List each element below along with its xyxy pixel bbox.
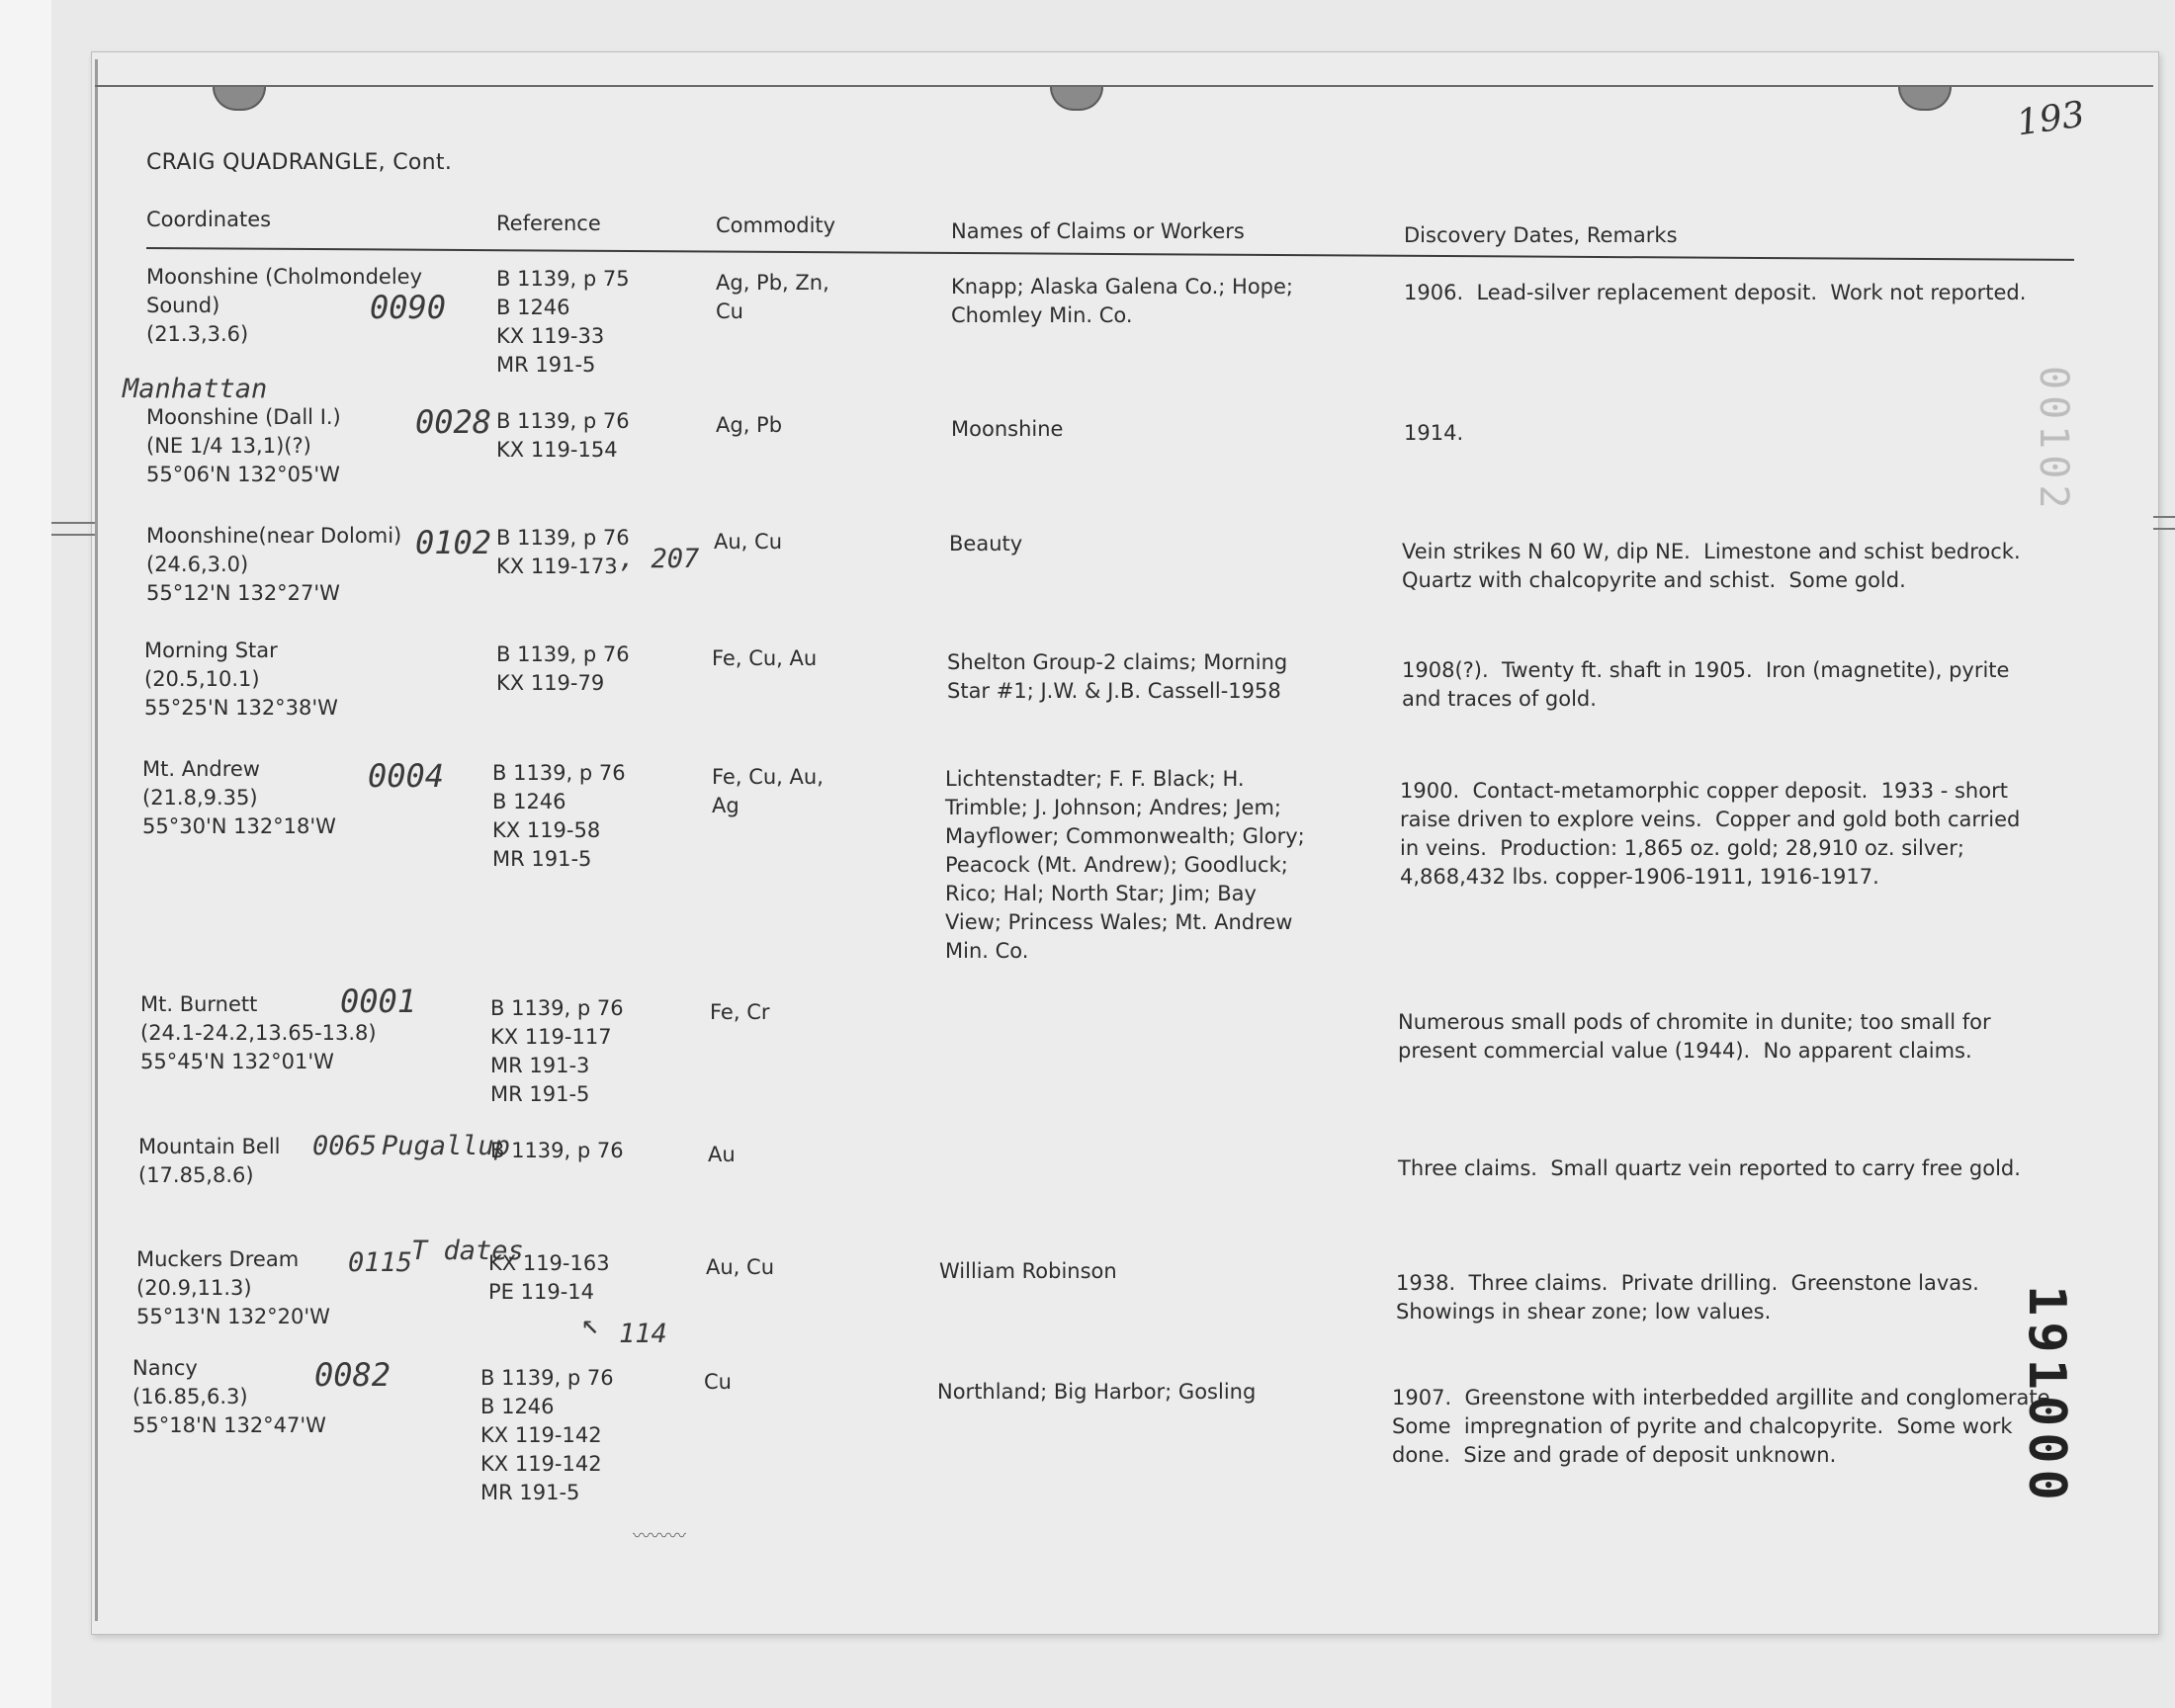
row-coordinates: Nancy (16.85,6.3) 55°18'N 132°47'W (132, 1356, 326, 1437)
header-coordinates: Coordinates (146, 208, 272, 231)
document-title: CRAIG QUADRANGLE, Cont. (146, 150, 453, 175)
row-reference: B 1139, p 76 B 1246 KX 119-58 MR 191-5 (492, 761, 626, 871)
handwritten-code: 0028 (415, 403, 492, 441)
header-names: Names of Claims or Workers (951, 219, 1245, 243)
row-reference: B 1139, p 76 KX 119-79 (496, 642, 630, 695)
row-commodity: Au, Cu (706, 1255, 774, 1279)
row-reference: B 1139, p 76 KX 119-154 (496, 409, 630, 462)
row-remarks: Numerous small pods of chromite in dunite; too small for present commercial value (1944). No apparent claims. (1398, 1010, 1991, 1063)
row-names: Knapp; Alaska Galena Co.; Hope; Chomley Min. Co. (951, 275, 1293, 327)
scan-mark (2153, 516, 2175, 518)
header-commodity: Commodity (716, 214, 836, 237)
row-remarks: Three claims. Small quartz vein reported to carry free gold. (1398, 1156, 2021, 1180)
scan-mark (51, 522, 95, 524)
row-commodity: Au (708, 1143, 736, 1166)
row-commodity: Au, Cu (714, 530, 782, 554)
handwritten-reference-note: , 207 (619, 544, 700, 574)
row-coordinates: Morning Star (20.5,10.1) 55°25'N 132°38'W (144, 639, 338, 720)
row-names: Moonshine (951, 417, 1064, 441)
side-stamp: 191000 (2017, 1285, 2076, 1506)
handwritten-code: 0065 (312, 1131, 378, 1161)
row-remarks: 1900. Contact-metamorphic copper deposit. 1933 - short raise driven to explore veins. Copper and gold both carried in veins. Production: 1,865 oz. gold; 28,910 oz. silver; 4,868,432 lbs. copper-1906-1911, 1916-1917. (1400, 779, 2021, 889)
row-coordinates: Mt. Burnett (24.1-24.2,13.65-13.8) 55°45'N 132°01'W (140, 992, 377, 1073)
row-coordinates: Mt. Andrew (21.8,9.35) 55°30'N 132°18'W (142, 757, 336, 838)
row-remarks: 1908(?). Twenty ft. shaft in 1905. Iron (magnetite), pyrite and traces of gold. (1402, 658, 2010, 711)
row-names: Beauty (949, 532, 1023, 555)
row-remarks: 1914. (1404, 421, 1464, 445)
row-commodity: Ag, Pb, Zn, Cu (716, 271, 829, 323)
arrow-icon: ↖ (581, 1307, 600, 1341)
row-coordinates: Moonshine(near Dolomi) (24.6,3.0) 55°12'N 132°27'W (146, 524, 402, 605)
row-names: William Robinson (939, 1259, 1117, 1283)
row-names: Northland; Big Harbor; Gosling (937, 1380, 1257, 1404)
row-remarks: Vein strikes N 60 W, dip NE. Limestone and schist bedrock. Quartz with chalcopyrite and schist. Some gold. (1402, 540, 2021, 592)
row-commodity: Fe, Cu, Au (712, 646, 818, 670)
row-commodity: Cu (704, 1370, 732, 1394)
row-reference: B 1139, p 76 B 1246 KX 119-142 KX 119-142 MR 191-5 (480, 1366, 614, 1504)
row-reference: KX 119-163 PE 119-14 (488, 1251, 610, 1304)
handwritten-code: 0082 (314, 1356, 392, 1394)
handwritten-note: Pugallup (382, 1131, 511, 1161)
row-remarks: 1907. Greenstone with interbedded argillite and conglomerate. Some impregnation of pyrite and chalcopyrite. Some work done. Size and grade of deposit unknown. (1392, 1386, 2057, 1467)
row-coordinates: Moonshine (Dall I.) (NE 1/4 13,1)(?) 55°06'N 132°05'W (146, 405, 341, 486)
handwritten-reference-note: 114 (619, 1319, 667, 1349)
row-commodity: Ag, Pb (716, 413, 783, 437)
handwritten-note: T dates (411, 1236, 524, 1266)
row-coordinates: Mountain Bell (17.85,8.6) (138, 1135, 281, 1187)
page-edge (95, 59, 98, 1621)
handwritten-code: 0090 (370, 289, 447, 326)
scan-mark (51, 534, 95, 536)
handwritten-code: 0115 (348, 1247, 413, 1278)
scan-mark (2153, 528, 2175, 530)
top-border-line (95, 85, 2153, 87)
handwritten-annotation: Manhattan (123, 374, 268, 404)
row-commodity: Fe, Cr (710, 1000, 770, 1024)
handwritten-code: 0001 (340, 982, 417, 1020)
header-reference: Reference (496, 212, 601, 235)
scanner-margin (0, 0, 51, 1708)
side-stamp-faint: 00102 (2031, 366, 2076, 515)
row-remarks: 1906. Lead-silver replacement deposit. Work not reported. (1404, 281, 2027, 304)
pen-scribble: 〰〰〰 (633, 1526, 686, 1547)
row-coordinates: Moonshine (Cholmondeley Sound) (21.3,3.6) (146, 265, 423, 346)
row-reference: B 1139, p 76 KX 119-117 MR 191-3 MR 191-5 (490, 996, 624, 1106)
row-reference: B 1139, p 76 KX 119-173 (496, 526, 630, 578)
page-number: 193 (2014, 94, 2088, 144)
row-reference: B 1139, p 75 B 1246 KX 119-33 MR 191-5 (496, 267, 630, 377)
row-coordinates: Muckers Dream (20.9,11.3) 55°13'N 132°20'W (136, 1247, 330, 1328)
handwritten-code: 0102 (415, 524, 492, 561)
row-commodity: Fe, Cu, Au, Ag (712, 765, 824, 817)
row-names: Lichtenstadter; F. F. Black; H. Trimble; J. Johnson; Andres; Jem; Mayflower; Commonwealth; Glory; Peacock (Mt. Andrew); Goodluck; Rico; Hal; North Star; Jim; Bay View; Princess Wales; Mt. Andrew Min. Co. (945, 767, 1305, 963)
row-names: Shelton Group-2 claims; Morning Star #1; J.W. & J.B. Cassell-1958 (947, 650, 1288, 703)
header-remarks: Discovery Dates, Remarks (1404, 223, 1678, 247)
row-remarks: 1938. Three claims. Private drilling. Greenstone lavas. Showings in shear zone; low values. (1396, 1271, 1979, 1324)
row-reference: B 1139, p 76 (490, 1139, 624, 1162)
handwritten-code: 0004 (368, 757, 445, 795)
